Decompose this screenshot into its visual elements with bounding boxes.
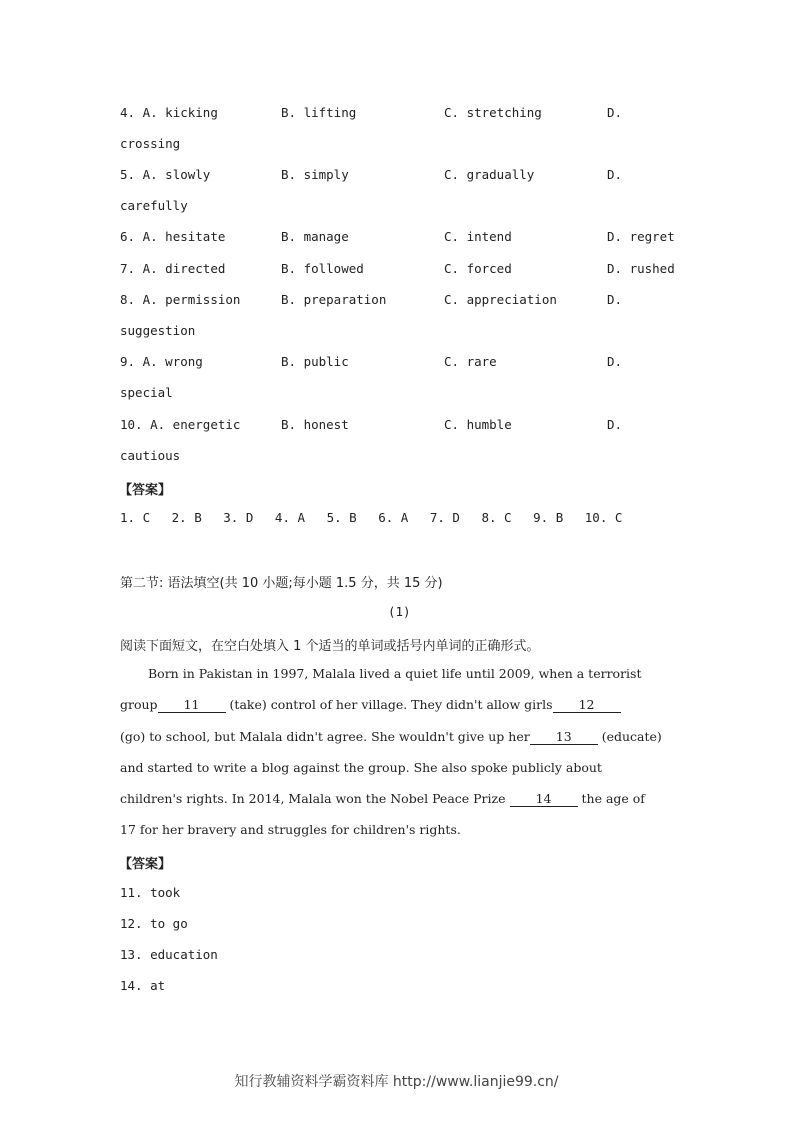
q5-option-d-text: carefully (120, 198, 188, 213)
answer-heading: 【答案】 (119, 483, 172, 498)
answer-item: 9. B (533, 510, 564, 525)
q9-option-c: C. rare (444, 354, 497, 369)
q9-option-a: 9. A. wrong (120, 354, 203, 369)
q7-option-c: C. forced (444, 261, 512, 276)
q4-option-d-text: crossing (120, 136, 181, 151)
passage-line: children's rights. In 2014, Malala won the Nobel Peace Prize 14 the age of (120, 791, 645, 806)
q10-option-b: B. honest (281, 417, 349, 432)
section-title: 第二节: 语法填空(共 10 小题;每小题 1.5 分，共 15 分) (120, 576, 443, 591)
passage-line: Born in Pakistan in 1997, Malala lived a quiet life until 2009, when a terrorist (148, 666, 642, 681)
passage-line: (go) to school, but Malala didn't agree. She wouldn't give up her 13 (educate) (120, 729, 662, 744)
answer-item: 10. C (584, 510, 623, 525)
q10-option-c: C. humble (444, 417, 512, 432)
q5-option-a: 5. A. slowly (120, 167, 211, 182)
answer-item: 6. A (378, 510, 409, 525)
q10-option-d-text: cautious (120, 448, 181, 463)
q8-option-d-text: suggestion (120, 323, 196, 338)
blank-14[interactable]: 14 (510, 792, 578, 807)
q8-option-b: B. preparation (281, 292, 387, 307)
answer-item: 14. at (120, 978, 166, 993)
instruction: 阅读下面短文，在空白处填入 1 个适当的单词或括号内单词的正确形式。 (120, 639, 540, 654)
q5-option-b: B. simply (281, 167, 349, 182)
answer-item: 2. B (171, 510, 202, 525)
answer-item: 3. D (223, 510, 254, 525)
q4-option-b: B. lifting (281, 105, 357, 120)
answer-item: 7. D (429, 510, 460, 525)
blank-11[interactable]: 11 (158, 698, 226, 713)
q5-option-d: D. (607, 167, 623, 182)
answer-key (120, 510, 636, 525)
q7-option-a: 7. A. directed (120, 261, 226, 276)
answer-item: 5. B (326, 510, 357, 525)
q9-option-d-text: special (120, 385, 173, 400)
q10-option-a: 10. A. energetic (120, 417, 241, 432)
q4-option-a: 4. A. kicking (120, 105, 218, 120)
answer-item: 4. A (274, 510, 306, 525)
answer-item: 11. took (120, 885, 181, 900)
passage-line: 17 for her bravery and struggles for children's rights. (120, 822, 461, 837)
passage-line: group 11 (take) control of her village. They didn't allow girls 12 (120, 697, 675, 713)
answer-item: 13. education (120, 947, 218, 962)
q4-option-c: C. stretching (444, 105, 542, 120)
passage-number: (1) (388, 604, 411, 619)
q6-option-c: C. intend (444, 229, 512, 244)
footer-watermark: 知行教辅资料学霸资料库 http://www.lianjie99.cn/ (234, 1074, 559, 1090)
blank-12[interactable]: 12 (553, 698, 621, 713)
q10-option-d: D. (607, 417, 623, 432)
q6-option-a: 6. A. hesitate (120, 229, 226, 244)
q8-option-a: 8. A. permission (120, 292, 241, 307)
q6-option-d: D. regret (607, 229, 675, 244)
blank-13[interactable]: 13 (530, 730, 598, 745)
q7-option-b: B. followed (281, 261, 364, 276)
q4-option-d: D. (607, 105, 623, 120)
answer-item: 1. C (120, 510, 151, 525)
q8-option-d: D. (607, 292, 623, 307)
q9-option-b: B. public (281, 354, 349, 369)
answer-item: 12. to go (120, 916, 188, 931)
q7-option-d: D. rushed (607, 261, 675, 276)
q9-option-d: D. (607, 354, 623, 369)
q6-option-b: B. manage (281, 229, 349, 244)
q5-option-c: C. gradually (444, 167, 535, 182)
answer-item: 8. C (481, 510, 512, 525)
passage-line: and started to write a blog against the group. She also spoke publicly about (120, 760, 602, 775)
answer-heading: 【答案】 (119, 857, 172, 872)
q8-option-c: C. appreciation (444, 292, 557, 307)
